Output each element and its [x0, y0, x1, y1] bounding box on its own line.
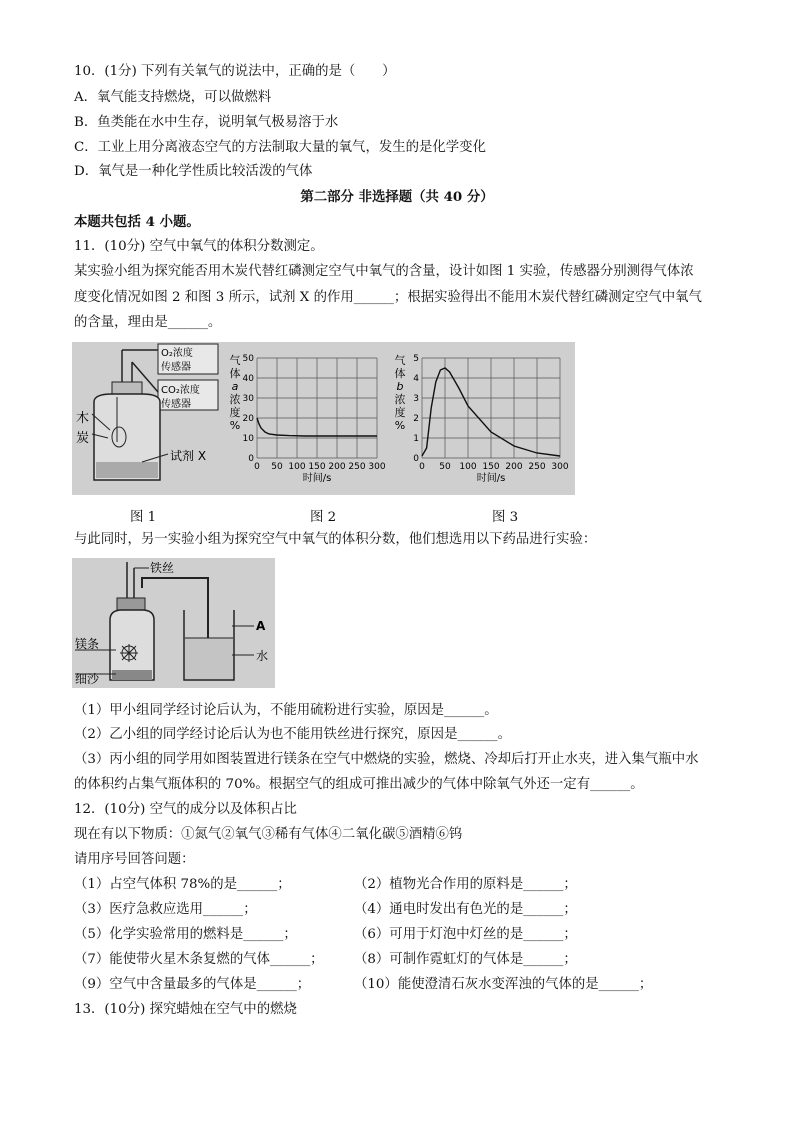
fig4-sand-label: 细沙 — [75, 672, 100, 686]
fig1-co2-label: CO₂浓度 — [161, 385, 200, 396]
chart2-x-tick-label: 200 — [328, 462, 346, 472]
chart3-y-axis-label-char: b — [396, 380, 404, 393]
q12-item-5: （5）化学实验常用的燃料是______； — [74, 927, 297, 942]
chart3-x-tick-label: 250 — [528, 462, 546, 472]
q12-instruction: 请用序号回答问题： — [74, 852, 195, 867]
q10-stem: 10．(1分) 下列有关氧气的说法中，正确的是（ ） — [74, 64, 396, 79]
q11-sub-1: （1）甲小组同学经讨论后认为，不能用硫粉进行实验，原因是______。 — [74, 703, 498, 718]
q12-item-3: （3）医疗急救应选用______； — [74, 902, 257, 917]
fig4-water-label: 水 — [256, 649, 269, 663]
chart3-y-axis-label-char: 浓 — [394, 393, 406, 406]
q12-item-2: （2）植物光合作用的原料是______； — [354, 877, 577, 892]
chart3-y-tick-label: 2 — [413, 414, 419, 424]
chart3-x-tick-label: 300 — [551, 462, 569, 472]
chart3-x-tick-label: 150 — [482, 462, 500, 472]
q12-item-1: （1）占空气体积 78%的是______； — [74, 877, 291, 892]
chart3-y-tick-label: 3 — [413, 394, 419, 404]
chart3-y-tick-label: 4 — [413, 374, 419, 384]
q12-item-8: （8）可制作霓虹灯的气体是______； — [354, 952, 577, 967]
fig1-charcoal-label-2: 炭 — [76, 431, 90, 446]
chart2-y-tick-label: 10 — [242, 434, 254, 444]
chart2-y-axis-label-char: 浓 — [229, 393, 241, 406]
chart3-y-axis-label-char: 度 — [394, 406, 406, 419]
chart3-y-axis-label-char: % — [394, 419, 406, 432]
chart3-y-tick-label: 0 — [413, 454, 419, 464]
figure-photo-1-3 — [72, 342, 575, 495]
chart2-y-tick-label: 20 — [242, 414, 254, 424]
part2-title: 第二部分 非选择题（共 40 分） — [300, 189, 494, 205]
chart2-y-axis-label-char: a — [231, 380, 239, 393]
chart3-x-tick-label: 50 — [439, 462, 451, 472]
chart2-x-tick-label: 0 — [254, 462, 260, 472]
q12-item-7: （7）能使带火星木条复燃的气体______； — [74, 952, 324, 967]
q11-sub-3b: 的体积约占集气瓶体积的 70%。根据空气的组成可推出减少的气体中除氧气外还一定有______。 — [74, 777, 644, 792]
chart3-y-axis-label-char: 体 — [394, 367, 406, 380]
q12-item-4: （4）通电时发出有色光的是______； — [354, 902, 577, 917]
chart3-y-axis-label-char: 气 — [394, 354, 406, 367]
q10-option-d: D．氧气是一种化学性质比较活泼的气体 — [74, 164, 313, 179]
figure-4-apparatus — [72, 558, 275, 688]
chart2-x-tick-label: 150 — [308, 462, 326, 472]
figure-photo-4 — [72, 558, 275, 688]
q12-stem: 12．(10分) 空气的成分以及体积占比 — [74, 802, 297, 817]
q11-stem: 11．(10分) 空气中氧气的体积分数测定。 — [74, 239, 324, 254]
figure-2-chart — [227, 342, 392, 495]
caption-figure-3: 图 3 — [492, 510, 519, 525]
fig1-co2-sensor-label: 传感器 — [161, 399, 191, 410]
chart2-x-tick-label: 300 — [368, 462, 386, 472]
caption-figure-2: 图 2 — [310, 510, 337, 525]
fig4-wire-label: 铁丝 — [150, 561, 175, 575]
chart3-y-tick-label: 5 — [413, 354, 419, 364]
chart3-x-tick-label: 200 — [505, 462, 523, 472]
fig1-o2-sensor-label: 传感器 — [161, 362, 191, 373]
chart2-y-tick-label: 40 — [242, 374, 254, 384]
q12-substance-list: 现在有以下物质：①氮气②氧气③稀有气体④二氧化碳⑤酒精⑥钨 — [74, 827, 463, 842]
figure-3-chart — [392, 342, 572, 495]
chart3-y-tick-label: 1 — [413, 434, 419, 444]
q10-option-c: C．工业上用分离液态空气的方法制取大量的氧气，发生的是化学变化 — [74, 140, 486, 155]
chart2-y-axis-label-char: 体 — [229, 367, 241, 380]
chart2-y-axis-label-char: 气 — [229, 354, 241, 367]
chart3-x-axis-label: 时间/s — [476, 473, 506, 484]
q10-option-b: B．鱼类能在水中生存，说明氧气极易溶于水 — [74, 115, 339, 130]
q11-sub-3a: （3）丙小组的同学用如图装置进行镁条在空气中燃烧的实验，燃烧、冷却后打开止水夹，进入集气瓶中水 — [74, 752, 699, 767]
q11-paragraph-4: 与此同时，另一实验小组为探究空气中氧气的体积分数，他们想选用以下药品进行实验： — [74, 532, 597, 547]
q11-sub-2: （2）乙小组的同学经讨论后认为也不能用铁丝进行探究，原因是______。 — [74, 727, 512, 742]
q12-item-9: （9）空气中含量最多的气体是______； — [74, 977, 311, 992]
q13-stem: 13．(10分) 探究蜡烛在空气中的燃烧 — [74, 1002, 297, 1017]
q10-option-a: A．氧气能支持燃烧，可以做燃料 — [74, 90, 272, 105]
q11-paragraph-2: 度变化情况如图 2 和图 3 所示，试剂 X 的作用______；根据实验得出不能用木炭代替红磷测定空气中氧气 — [74, 290, 702, 305]
chart2-y-axis-label-char: 度 — [229, 406, 241, 419]
chart2-y-tick-label: 30 — [242, 394, 254, 404]
chart2-y-axis-label-char: % — [229, 419, 241, 432]
chart2-x-tick-label: 250 — [348, 462, 366, 472]
q11-paragraph-1: 某实验小组为探究能否用木炭代替红磷测定空气中氧气的含量，设计如图 1 实验，传感器分别测得气体浓 — [74, 264, 694, 279]
chart2-y-tick-label: 0 — [248, 454, 254, 464]
figure-1-apparatus — [72, 342, 252, 495]
chart2-x-tick-label: 50 — [271, 462, 283, 472]
caption-figure-1: 图 1 — [130, 510, 157, 525]
chart2-x-tick-label: 100 — [288, 462, 306, 472]
fig4-a-label: A — [256, 619, 266, 633]
fig4-magnesium-label: 镁条 — [75, 637, 100, 651]
chart2-y-tick-label: 50 — [242, 354, 254, 364]
chart3-x-tick-label: 0 — [419, 462, 425, 472]
chart3-x-tick-label: 100 — [459, 462, 477, 472]
fig1-reagent-label: 试剂 X — [170, 449, 207, 463]
q12-item-6: （6）可用于灯泡中灯丝的是______； — [354, 927, 577, 942]
fig1-charcoal-label-1: 木 — [76, 411, 90, 426]
q12-item-10: （10）能使澄清石灰水变浑浊的气体的是______； — [354, 977, 653, 992]
part2-note: 本题共包括 4 小题。 — [74, 214, 200, 230]
chart2-x-axis-label: 时间/s — [302, 473, 332, 484]
q11-paragraph-3: 的含量，理由是______。 — [74, 315, 222, 330]
fig1-o2-label: O₂浓度 — [161, 348, 193, 359]
